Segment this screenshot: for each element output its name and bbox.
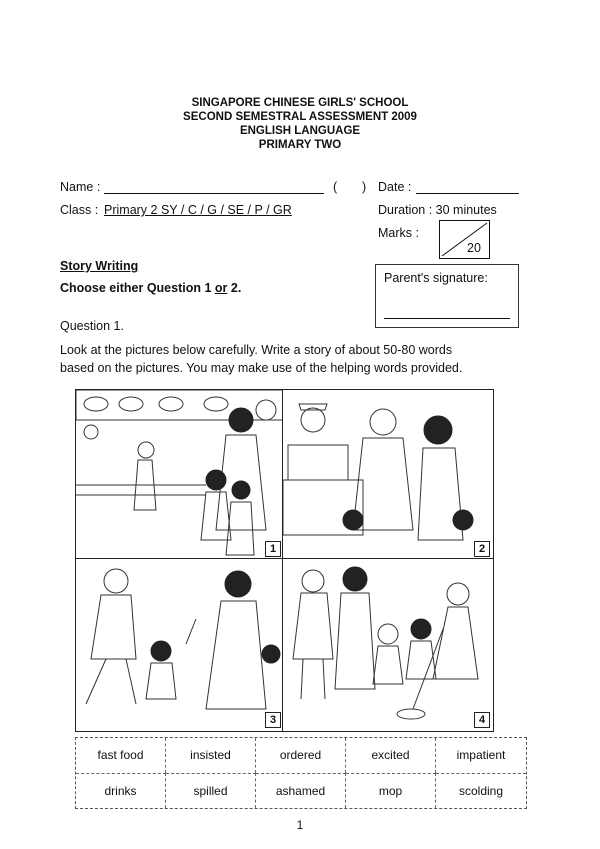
panel-3-illustration [76, 559, 284, 731]
question-line-1: Look at the pictures below carefully. Write a story of about 50-80 words [60, 343, 453, 357]
page-number: 1 [296, 818, 304, 832]
marks-slash [440, 221, 489, 258]
word-cell: impatient [456, 748, 506, 762]
word-cell: fast food [76, 738, 166, 773]
picture-panel-4 [282, 558, 494, 732]
panel-1-illustration [76, 390, 284, 560]
duration-label: Duration : 30 minutes [378, 203, 497, 217]
word-cell: spilled [166, 773, 256, 808]
name-label: Name : [60, 180, 101, 194]
word-cell: drinks [76, 773, 166, 808]
instruction-part-a: Choose either Question 1 [60, 281, 215, 295]
marks-box [439, 220, 490, 259]
name-field[interactable] [104, 193, 324, 194]
picture-panel-2 [282, 389, 494, 561]
date-field[interactable] [416, 193, 519, 194]
panel-2-illustration [283, 390, 493, 560]
parent-signature-label: Parent's signature: [384, 271, 488, 285]
assessment-title: SECOND SEMESTRAL ASSESSMENT 2009 [183, 111, 417, 123]
word-cell: excited [346, 738, 436, 773]
class-value: Primary 2 SY / C / G / SE / P / GR [104, 203, 292, 217]
question-label: Question 1. [60, 319, 124, 333]
panel-4-number: 4 [474, 712, 490, 728]
word-cell: ordered [256, 738, 346, 773]
word-cell: mop [346, 773, 436, 808]
panel-3-number: 3 [265, 712, 281, 728]
instruction-or: or [214, 281, 228, 295]
school-name: SINGAPORE CHINESE GIRLS' SCHOOL [191, 97, 409, 109]
index-paren-close: ) [362, 180, 367, 194]
panel-4-illustration [283, 559, 493, 731]
marks-label: Marks : [378, 226, 419, 240]
section-instruction [60, 281, 241, 295]
parent-signature-field[interactable] [384, 318, 510, 319]
instruction-part-b: 2. [227, 281, 242, 295]
word-cell: insisted [166, 738, 256, 773]
picture-panel-1 [75, 389, 285, 561]
panel-1-number: 1 [265, 541, 281, 557]
section-title: Story Writing [60, 259, 139, 273]
index-paren-open: ( [333, 180, 338, 194]
level-title: PRIMARY TWO [258, 139, 342, 151]
question-line-2: based on the pictures. You may make use of the helping words provided. [60, 361, 463, 375]
parent-signature-box [375, 264, 519, 328]
panel-2-number: 2 [474, 541, 490, 557]
helping-words-table [75, 737, 527, 809]
class-label: Class : [60, 203, 99, 217]
word-cell: scolding [436, 773, 526, 808]
marks-total: 20 [467, 241, 481, 255]
picture-panel-3 [75, 558, 285, 732]
word-cell: ashamed [256, 773, 346, 808]
date-label: Date : [378, 180, 412, 194]
subject-title: ENGLISH LANGUAGE [239, 125, 361, 137]
